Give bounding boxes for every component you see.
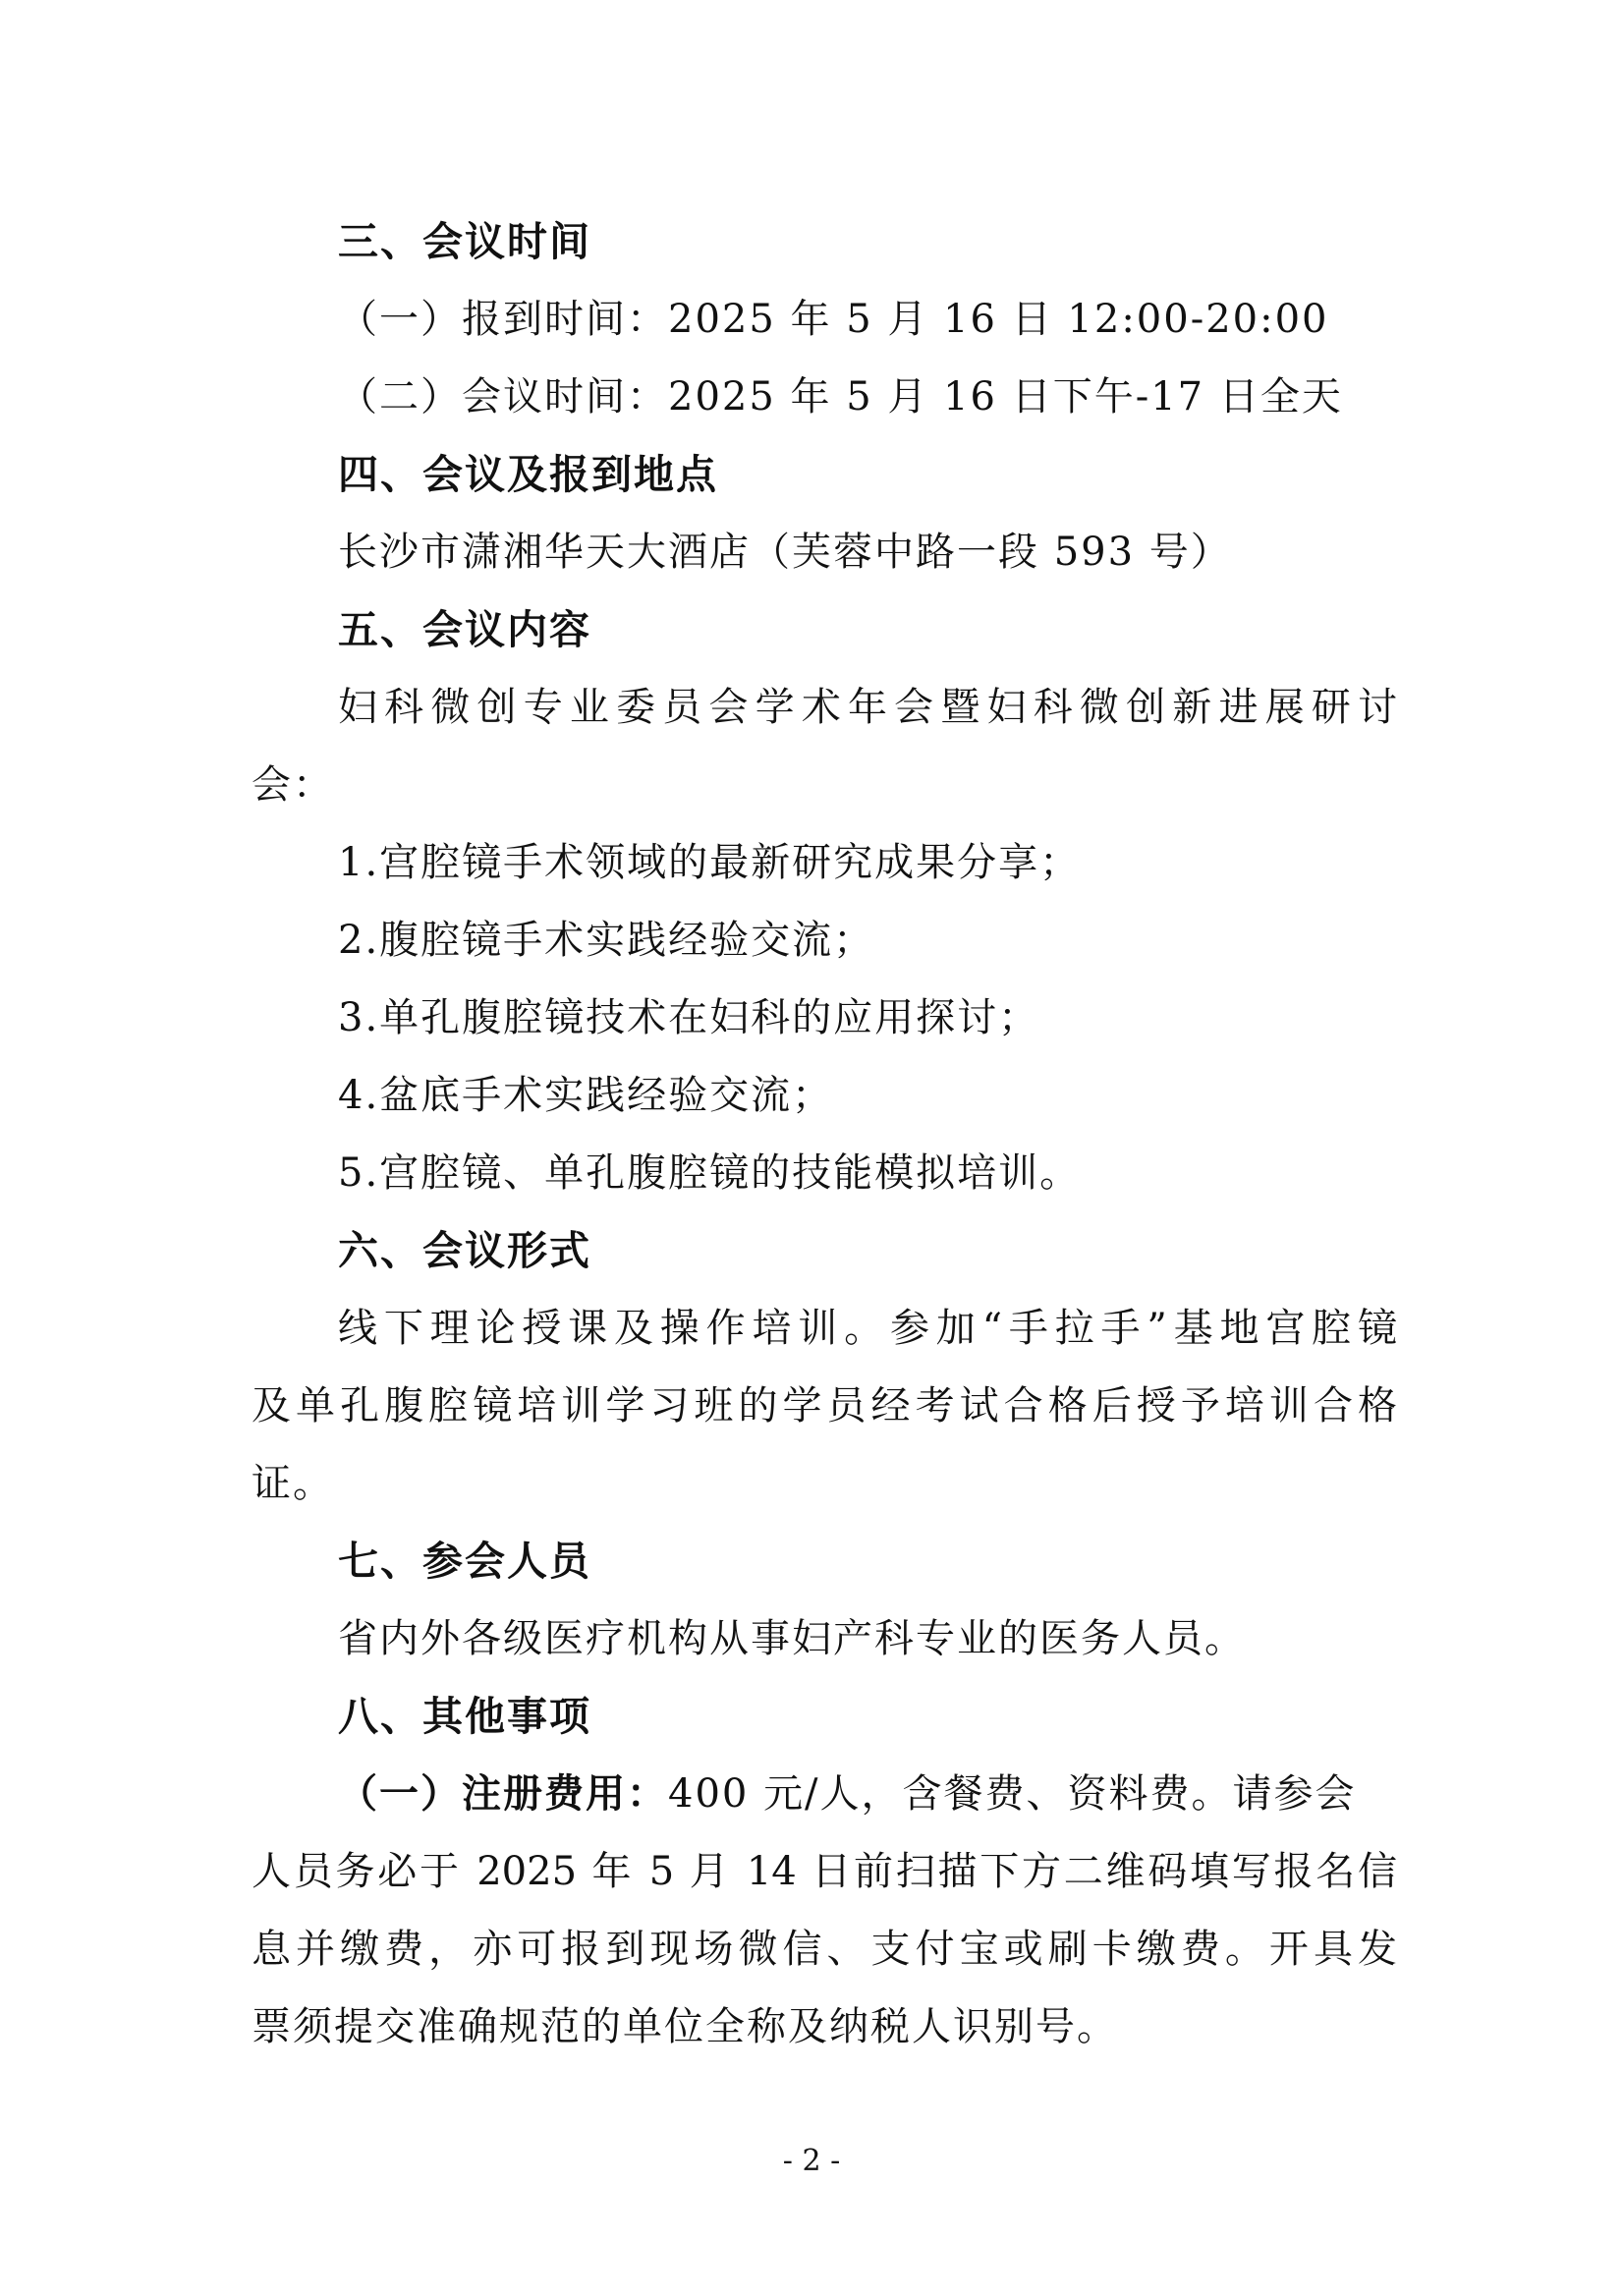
registration-time-line: （一）报到时间：2025 年 5 月 16 日 12:00-20:00: [338, 297, 1329, 342]
format-line-1: 线下理论授课及操作培训。参加“手拉手”基地宫腔镜: [338, 1306, 1397, 1351]
section-heading-venue: 四、会议及报到地点: [338, 451, 718, 498]
section-heading-attendees: 七、参会人员: [338, 1538, 591, 1585]
content-intro-line-2: 会：: [252, 762, 334, 808]
format-line-3: 证。: [252, 1461, 334, 1506]
fee-line-4: 票须提交准确规范的单位全称及纳税人识别号。: [252, 2004, 1118, 2049]
content-item: 4.盆底手术实践经验交流；: [338, 1073, 834, 1118]
content-item: 2.腹腔镜手术实践经验交流；: [338, 918, 875, 963]
section-heading-other: 八、其他事项: [338, 1693, 591, 1740]
fee-line-3: 息并缴费，亦可报到现场微信、支付宝或刷卡缴费。开具发: [252, 1927, 1397, 1972]
content-item: 1.宫腔镜手术领域的最新研究成果分享；: [338, 840, 1082, 885]
fee-lead: （一）注册费用：: [338, 1770, 668, 1817]
attendees-line: 省内外各级医疗机构从事妇产科专业的医务人员。: [338, 1616, 1246, 1661]
section-heading-format: 六、会议形式: [338, 1227, 591, 1274]
content-item: 3.单孔腹腔镜技术在妇科的应用探讨；: [338, 995, 1040, 1040]
venue-address-line: 长沙市潇湘华天大酒店（芙蓉中路一段 593 号）: [338, 530, 1232, 575]
section-heading-time: 三、会议时间: [338, 218, 591, 265]
fee-line-1: [338, 1766, 1357, 1821]
content-intro-line-1: 妇科微创专业委员会学术年会暨妇科微创新进展研讨: [338, 685, 1397, 730]
fee-detail: 400 元/人，含餐费、资料费。请参会: [668, 1771, 1357, 1817]
meeting-time-line: （二）会议时间：2025 年 5 月 16 日下午-17 日全天: [338, 374, 1343, 420]
content-item: 5.宫腔镜、单孔腹腔镜的技能模拟培训。: [338, 1150, 1082, 1196]
format-line-2: 及单孔腹腔镜培训学习班的学员经考试合格后授予培训合格: [252, 1383, 1397, 1428]
section-heading-content: 五、会议内容: [338, 606, 591, 653]
fee-line-2: 人员务必于 2025 年 5 月 14 日前扫描下方二维码填写报名信: [252, 1849, 1397, 1894]
page-number: - 2 -: [782, 2144, 841, 2178]
